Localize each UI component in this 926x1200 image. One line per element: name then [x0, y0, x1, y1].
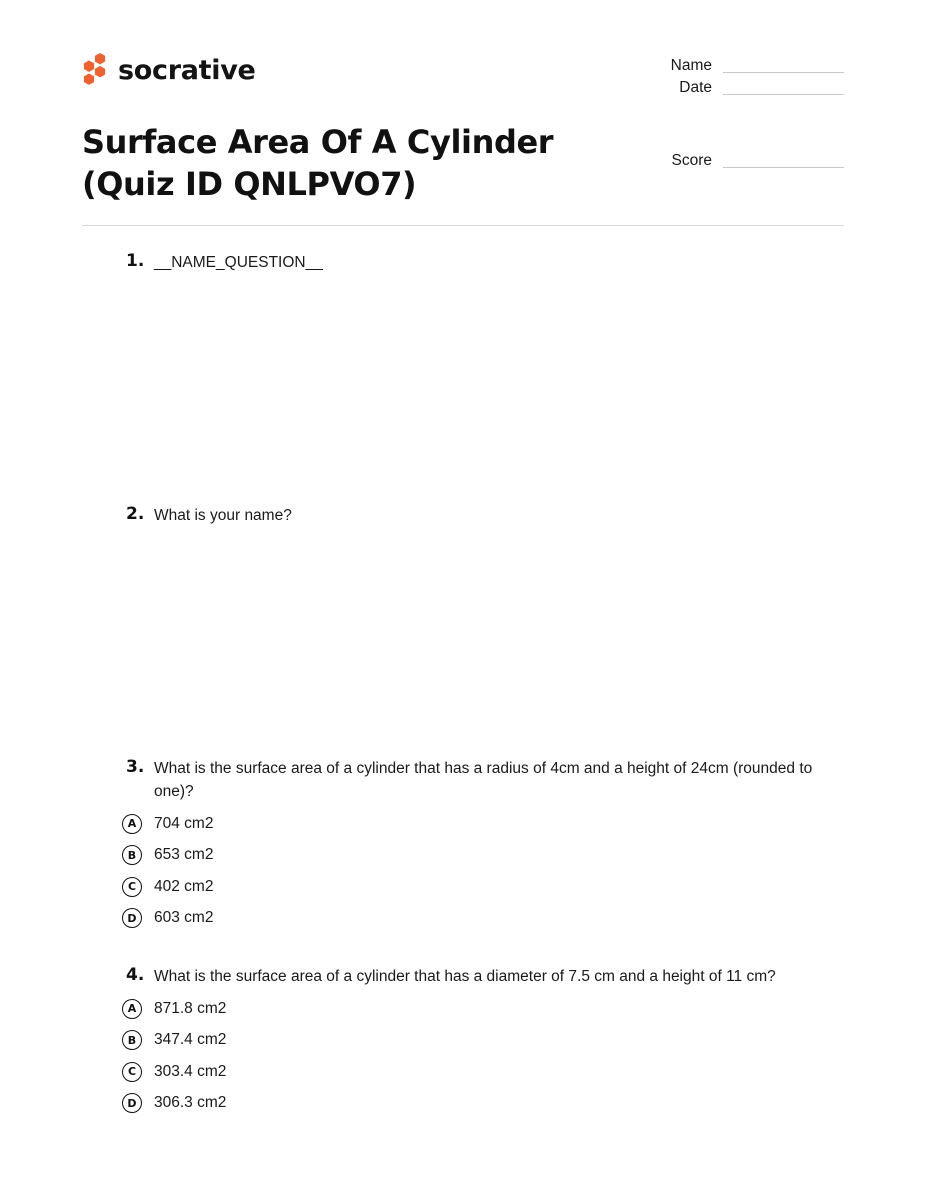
question-1: [120, 251, 830, 274]
question-text: What is the surface area of a cylinder that has a radius of 4cm and a height of 24cm (rounded to one)?: [154, 760, 813, 800]
hexagon-cluster-icon: [81, 52, 109, 90]
page-title: Surface Area Of A Cylinder (Quiz ID QNLPVO7): [82, 123, 554, 203]
name-label: Name: [670, 57, 712, 74]
option-letter-circle[interactable]: D: [122, 1093, 142, 1113]
answer-options: [120, 993, 830, 1119]
question-text: __NAME_QUESTION__: [154, 254, 323, 271]
score-blank-line[interactable]: [723, 167, 844, 168]
question-header: [120, 504, 830, 527]
option-letter-circle[interactable]: D: [122, 908, 142, 928]
question-number: 2.: [126, 504, 145, 524]
question-text: What is your name?: [154, 507, 292, 524]
name-field[interactable]: [660, 56, 846, 78]
option-letter-circle[interactable]: C: [122, 877, 142, 897]
option-text: 306.3 cm2: [154, 1094, 227, 1112]
option-letter-circle[interactable]: A: [122, 999, 142, 1019]
answer-option-c[interactable]: [120, 1056, 830, 1088]
header-divider: [82, 225, 844, 226]
option-text: 303.4 cm2: [154, 1062, 227, 1080]
score-label: Score: [671, 152, 712, 169]
date-field[interactable]: [660, 78, 846, 100]
option-text: 871.8 cm2: [154, 999, 227, 1017]
name-blank-line[interactable]: [723, 72, 844, 73]
question-header: [120, 757, 830, 803]
question-header: [120, 965, 830, 988]
logo-wordmark: socrative: [118, 54, 256, 86]
date-label: Date: [679, 79, 712, 96]
option-letter-circle[interactable]: B: [122, 845, 142, 865]
score-field[interactable]: [660, 151, 846, 173]
answer-option-a[interactable]: [120, 808, 830, 840]
answer-option-d[interactable]: [120, 903, 830, 935]
question-number: 3.: [126, 757, 145, 777]
option-letter-circle[interactable]: B: [122, 1030, 142, 1050]
question-3: [120, 757, 830, 934]
socrative-logo: [81, 52, 256, 90]
option-letter-circle[interactable]: C: [122, 1062, 142, 1082]
answer-option-a[interactable]: [120, 993, 830, 1025]
option-text: 347.4 cm2: [154, 1031, 227, 1049]
answer-option-b[interactable]: [120, 840, 830, 872]
option-text: 653 cm2: [154, 846, 214, 864]
question-number: 4.: [126, 965, 145, 985]
question-2: [120, 504, 830, 527]
answer-option-d[interactable]: [120, 1088, 830, 1120]
answer-option-b[interactable]: [120, 1025, 830, 1057]
answer-option-c[interactable]: [120, 871, 830, 903]
question-4: [120, 965, 830, 1119]
option-text: 704 cm2: [154, 814, 214, 832]
question-header: [120, 251, 830, 274]
option-text: 603 cm2: [154, 909, 214, 927]
option-text: 402 cm2: [154, 877, 214, 895]
date-blank-line[interactable]: [723, 94, 844, 95]
option-letter-circle[interactable]: A: [122, 814, 142, 834]
answer-options: [120, 808, 830, 934]
question-number: 1.: [126, 251, 145, 271]
question-text: What is the surface area of a cylinder that has a diameter of 7.5 cm and a height of 11 cm?: [154, 968, 776, 985]
